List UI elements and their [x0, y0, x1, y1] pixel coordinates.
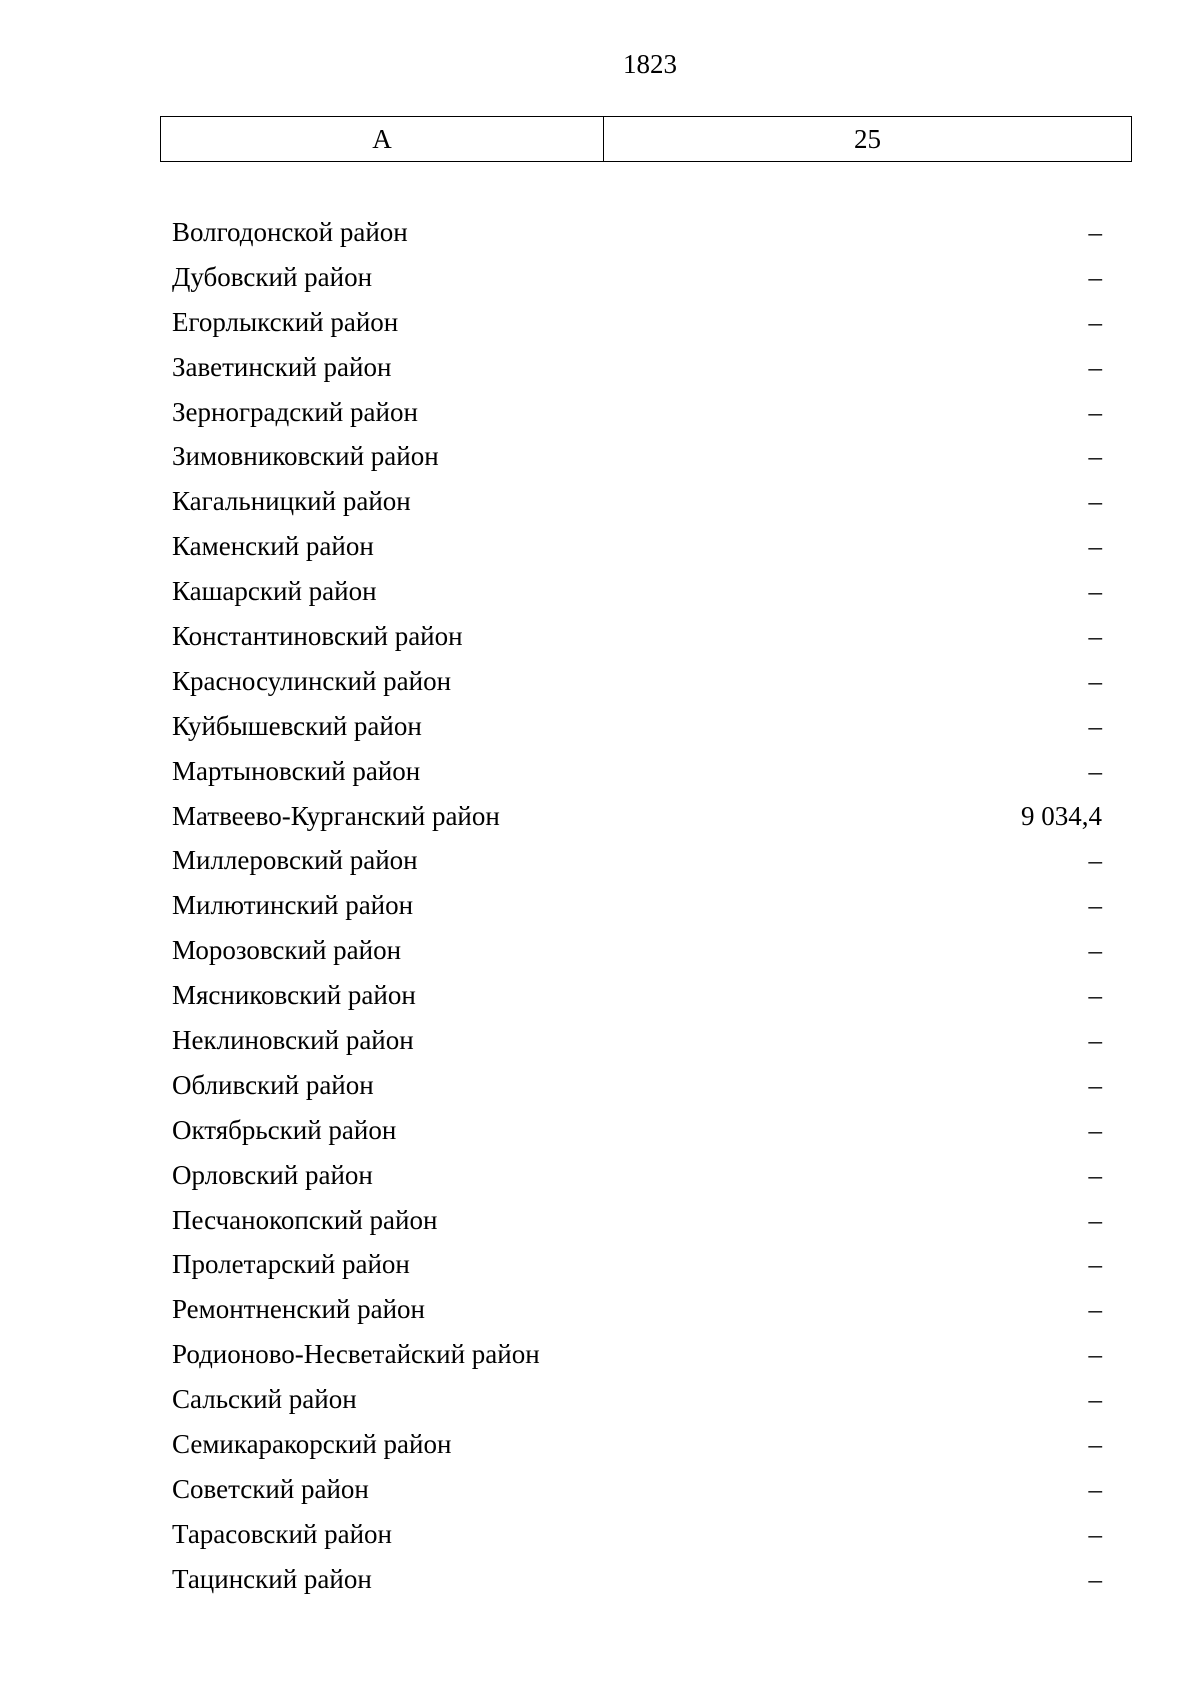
- district-value: –: [1088, 1024, 1102, 1055]
- district-name: Кагальницкий район: [172, 486, 411, 517]
- district-name: Неклиновский район: [172, 1024, 414, 1055]
- district-value: –: [1088, 1114, 1102, 1145]
- district-name: Пролетарский район: [172, 1249, 410, 1280]
- list-item: [172, 1018, 1102, 1063]
- list-item: [172, 569, 1102, 614]
- district-value: –: [1088, 1563, 1102, 1594]
- list-item: [172, 434, 1102, 479]
- district-value: –: [1088, 1159, 1102, 1190]
- page-number: 1823: [623, 49, 677, 79]
- district-value: –: [1088, 665, 1102, 696]
- district-value: –: [1088, 441, 1102, 472]
- district-value: –: [1088, 890, 1102, 921]
- district-value: –: [1088, 351, 1102, 382]
- list-item: [172, 973, 1102, 1018]
- district-name: Миллеровский район: [172, 845, 418, 876]
- list-item: [172, 1377, 1102, 1422]
- list-item: [172, 659, 1102, 704]
- district-value: –: [1088, 935, 1102, 966]
- list-item: [172, 749, 1102, 794]
- district-value: –: [1088, 261, 1102, 292]
- district-name: Семикаракорский район: [172, 1428, 452, 1459]
- district-name: Константиновский район: [172, 620, 463, 651]
- district-name: Зимовниковский район: [172, 441, 439, 472]
- district-name: Куйбышевский район: [172, 710, 422, 741]
- district-value: –: [1088, 1249, 1102, 1280]
- list-item: [172, 345, 1102, 390]
- district-list: [172, 210, 1102, 1602]
- list-item: [172, 1108, 1102, 1153]
- district-name: Ремонтненский район: [172, 1294, 425, 1325]
- list-item: [172, 524, 1102, 569]
- list-item: [172, 300, 1102, 345]
- district-value: –: [1088, 486, 1102, 517]
- list-item: [172, 1063, 1102, 1108]
- district-name: Мясниковский район: [172, 980, 416, 1011]
- column-header-table: [160, 116, 1132, 162]
- list-item: [172, 255, 1102, 300]
- district-name: Тацинский район: [172, 1563, 372, 1594]
- district-name: Сальский район: [172, 1384, 357, 1415]
- district-name: Советский район: [172, 1473, 369, 1504]
- district-value: –: [1088, 1473, 1102, 1504]
- list-item: [172, 1467, 1102, 1512]
- district-value: –: [1088, 576, 1102, 607]
- list-item: [172, 210, 1102, 255]
- list-item: [172, 1153, 1102, 1198]
- column-header-row: [161, 117, 1132, 162]
- district-value: –: [1088, 710, 1102, 741]
- district-value: –: [1088, 1428, 1102, 1459]
- list-item: [172, 390, 1102, 435]
- district-value: –: [1088, 620, 1102, 651]
- district-value: –: [1088, 1339, 1102, 1370]
- column-header-25: 25: [604, 117, 1132, 162]
- list-item: [172, 704, 1102, 749]
- district-name: Милютинский район: [172, 890, 414, 921]
- list-item: [172, 1242, 1102, 1287]
- district-value: –: [1088, 1204, 1102, 1235]
- district-value: –: [1088, 531, 1102, 562]
- district-name: Матвеево-Курганский район: [172, 800, 500, 831]
- list-item: [172, 1422, 1102, 1467]
- district-name: Обливский район: [172, 1069, 374, 1100]
- district-name: Волгодонской район: [172, 216, 408, 247]
- district-name: Тарасовский район: [172, 1518, 392, 1549]
- list-item: [172, 479, 1102, 524]
- district-value: –: [1088, 1294, 1102, 1325]
- list-item: [172, 883, 1102, 928]
- district-name: Орловский район: [172, 1159, 373, 1190]
- list-item: [172, 1287, 1102, 1332]
- district-value: –: [1088, 216, 1102, 247]
- district-value: –: [1088, 306, 1102, 337]
- list-item: [172, 1512, 1102, 1557]
- district-value: 9 034,4: [1021, 800, 1102, 831]
- district-name: Кашарский район: [172, 576, 377, 607]
- district-value: –: [1088, 396, 1102, 427]
- district-value: –: [1088, 980, 1102, 1011]
- list-item: [172, 794, 1102, 839]
- list-item: [172, 1198, 1102, 1243]
- district-name: Родионово-Несветайский район: [172, 1339, 540, 1370]
- district-value: –: [1088, 845, 1102, 876]
- district-value: –: [1088, 1069, 1102, 1100]
- district-name: Песчанокопский район: [172, 1204, 438, 1235]
- district-name: Дубовский район: [172, 261, 373, 292]
- district-name: Каменский район: [172, 531, 374, 562]
- district-name: Егорлыкский район: [172, 306, 399, 337]
- district-value: –: [1088, 755, 1102, 786]
- list-item: [172, 614, 1102, 659]
- list-item: [172, 838, 1102, 883]
- list-item: [172, 1332, 1102, 1377]
- column-header-a: А: [161, 117, 604, 162]
- list-item: [172, 928, 1102, 973]
- district-name: Красносулинский район: [172, 665, 452, 696]
- district-name: Заветинский район: [172, 351, 392, 382]
- district-name: Мартыновский район: [172, 755, 421, 786]
- district-value: –: [1088, 1518, 1102, 1549]
- district-name: Морозовский район: [172, 935, 402, 966]
- district-name: Зерноградский район: [172, 396, 418, 427]
- district-name: Октябрьский район: [172, 1114, 397, 1145]
- district-value: –: [1088, 1384, 1102, 1415]
- list-item: [172, 1557, 1102, 1602]
